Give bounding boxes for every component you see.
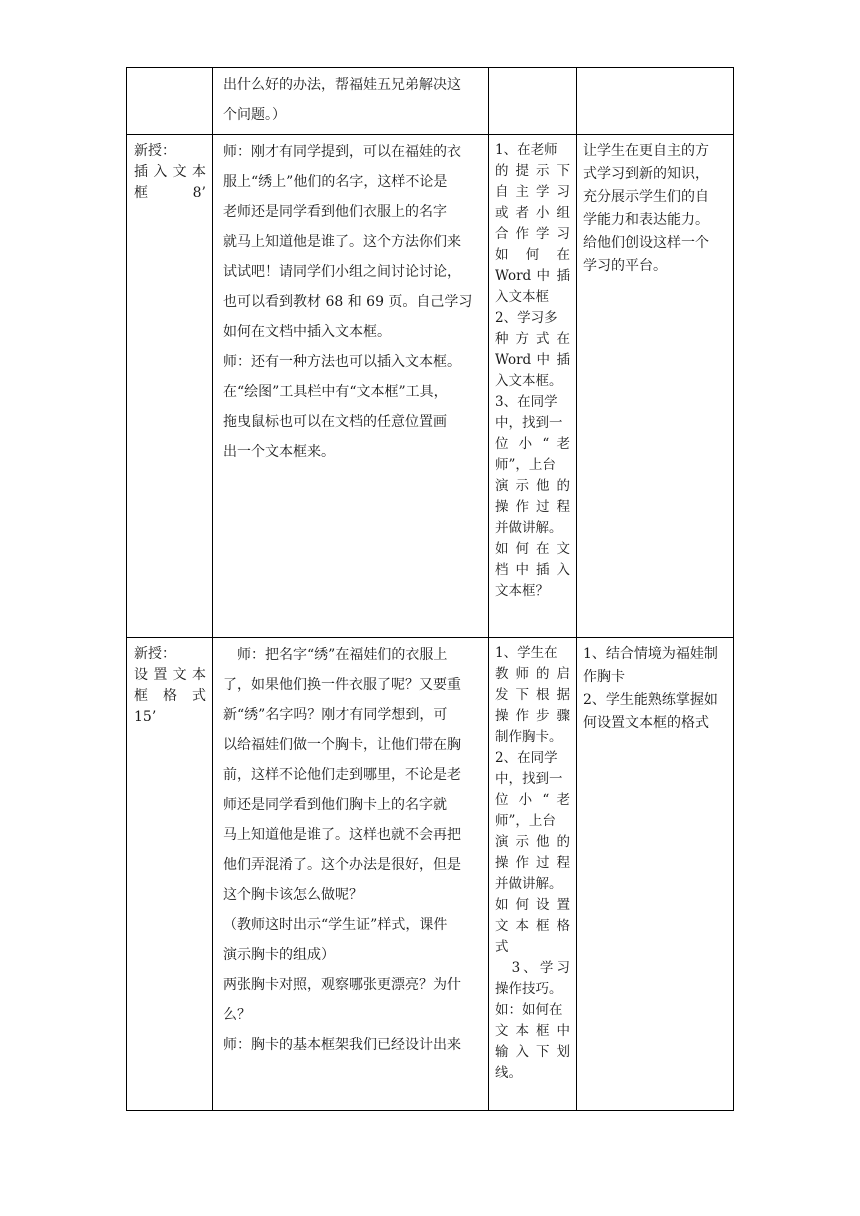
text-line: 文 本 框 格 <box>495 918 570 934</box>
student-activity-cell <box>489 638 577 1111</box>
text-line: 操作技巧。 <box>495 981 563 997</box>
text-line: 位 小 “ 老 <box>495 792 570 808</box>
text-line: 新“绣”名字吗？刚才有同学想到，可 <box>223 707 448 723</box>
text-line: 操 作 过 程 <box>495 855 570 871</box>
text-line: 新授： <box>134 143 176 159</box>
text-line: 制作胸卡。 <box>495 729 563 745</box>
text-line: 操 作 步 骤 <box>495 708 570 724</box>
text-line: 试试吧！请同学们小组之间讨论讨论， <box>223 264 461 280</box>
text-line: 给他们创设这样一个 <box>583 235 709 251</box>
text-line: 师：把名字“绣”在福娃们的衣服上 <box>223 647 448 663</box>
table-row <box>127 68 734 135</box>
text-line: 入文本框。 <box>495 373 563 389</box>
text-line: 设 置 文 本 <box>134 667 206 683</box>
text-line: 框 格 式 <box>134 688 206 704</box>
text-line: 演示胸卡的组成） <box>223 947 335 963</box>
text-line: 拖曳鼠标也可以在文档的任意位置画 <box>223 414 447 430</box>
text-line: 中，找到一 <box>495 415 563 431</box>
text-line: 个问题。） <box>223 107 286 123</box>
text-line: 15’ <box>134 709 157 725</box>
table-row <box>127 638 734 1111</box>
text-line: 如何在文档中插入文本框。 <box>223 324 391 340</box>
lesson-plan-table <box>126 67 734 1111</box>
text-line: 学习的平台。 <box>583 258 667 274</box>
text-line: 合 作 学 习 <box>495 226 570 242</box>
text-line: 框 8’ <box>134 185 206 201</box>
text-line: Word 中 插 <box>495 268 570 284</box>
teacher-activity-cell <box>213 638 489 1111</box>
text-line: （教师这时出示“学生证”样式，课件 <box>223 917 448 933</box>
student-activity-cell <box>489 68 577 135</box>
text-line: 前，这样不论他们走到哪里，不论是老 <box>223 767 461 783</box>
text-line: 1、在老师 <box>495 142 558 158</box>
text-line: 服上“绣上”他们的名字，这样不论是 <box>223 174 448 190</box>
text-line: 种 方 式 在 <box>495 331 570 347</box>
text-line: 自 主 学 习 <box>495 184 570 200</box>
text-line: 以给福娃们做一个胸卡，让他们带在胸 <box>223 737 461 753</box>
text-line: 么？ <box>223 1007 251 1023</box>
design-purpose-cell <box>577 68 734 135</box>
text-line: 档 中 插 入 <box>495 562 570 578</box>
text-line: 1、结合情境为福娃制 <box>583 646 718 662</box>
text-line: 老师还是同学看到他们衣服上的名字 <box>223 204 447 220</box>
teacher-activity-cell <box>213 68 489 135</box>
text-line: 如 何 设 置 <box>495 897 570 913</box>
text-line: 师：刚才有同学提到，可以在福娃的衣 <box>223 144 461 160</box>
text-line: 马上知道他是谁了。这样也就不会再把 <box>223 827 461 843</box>
text-line: 输 入 下 划 <box>495 1044 570 1060</box>
text-line: 他们弄混淆了。这个办法是很好，但是 <box>223 857 461 873</box>
text-line: 如 何 在 <box>495 247 570 263</box>
text-line: Word 中 插 <box>495 352 570 368</box>
text-line: 1、学生在 <box>495 645 558 661</box>
text-line: 教 师 的 启 <box>495 666 570 682</box>
text-line: 文 本 框 中 <box>495 1023 570 1039</box>
text-line: 2、学习多 <box>495 310 558 326</box>
text-line: 让学生在更自主的方 <box>583 143 709 159</box>
text-line: 何设置文本框的格式 <box>583 715 709 731</box>
text-line: 并做讲解。 <box>495 876 563 892</box>
text-line: 就马上知道他是谁了。这个方法你们来 <box>223 234 461 250</box>
teacher-activity-cell <box>213 135 489 638</box>
text-line: 新授： <box>134 646 176 662</box>
text-line: 3、在同学 <box>495 394 558 410</box>
stage-cell <box>127 638 213 1111</box>
text-line: 师：还有一种方法也可以插入文本框。 <box>223 354 461 370</box>
text-line: 插 入 文 本 <box>134 164 206 180</box>
text-line: 入文本框 <box>495 289 549 305</box>
text-line: 如 何 在 文 <box>495 541 570 557</box>
text-line: 线。 <box>495 1065 522 1081</box>
text-line: 文本框？ <box>495 583 549 599</box>
text-line: 师”，上台 <box>495 813 556 829</box>
text-line: 2、在同学 <box>495 750 558 766</box>
text-line: 并做讲解。 <box>495 520 563 536</box>
text-line: 学能力和表达能力。 <box>583 212 709 228</box>
text-line: 的 提 示 下 <box>495 163 570 179</box>
text-line: 也可以看到教材 68 和 69 页。自己学习 <box>223 294 473 310</box>
text-line: 作胸卡 <box>583 669 625 685</box>
text-line: 师”，上台 <box>495 457 556 473</box>
stage-cell <box>127 68 213 135</box>
student-activity-cell <box>489 135 577 638</box>
design-purpose-cell <box>577 638 734 1111</box>
text-line: 两张胸卡对照，观察哪张更漂亮？为什 <box>223 977 461 993</box>
text-line: 或 者 小 组 <box>495 205 570 221</box>
text-line: 出一个文本框来。 <box>223 444 335 460</box>
design-purpose-cell <box>577 135 734 638</box>
stage-cell <box>127 135 213 638</box>
text-line: 充分展示学生们的自 <box>583 189 709 205</box>
text-line: 演 示 他 的 <box>495 478 570 494</box>
text-line: 2、学生能熟练掌握如 <box>583 692 718 708</box>
text-line: 式学习到新的知识， <box>583 166 709 182</box>
text-line: 操 作 过 程 <box>495 499 570 515</box>
text-line: 师还是同学看到他们胸卡上的名字就 <box>223 797 447 813</box>
text-line: 这个胸卡该怎么做呢？ <box>223 887 363 903</box>
text-line: 出什么好的办法，帮福娃五兄弟解决这 <box>223 77 461 93</box>
table-row <box>127 135 734 638</box>
text-line: 如：如何在 <box>495 1002 563 1018</box>
text-line: 位 小 “ 老 <box>495 436 570 452</box>
text-line: 演 示 他 的 <box>495 834 570 850</box>
text-line: 师：胸卡的基本框架我们已经设计出来 <box>223 1037 461 1053</box>
text-line: 发 下 根 据 <box>495 687 570 703</box>
text-line: 了，如果他们换一件衣服了呢？又要重 <box>223 677 461 693</box>
text-line: 3、学习 <box>495 960 570 976</box>
text-line: 中，找到一 <box>495 771 563 787</box>
text-line: 式 <box>495 939 509 955</box>
text-line: 在“绘图”工具栏中有“文本框”工具， <box>223 384 448 400</box>
